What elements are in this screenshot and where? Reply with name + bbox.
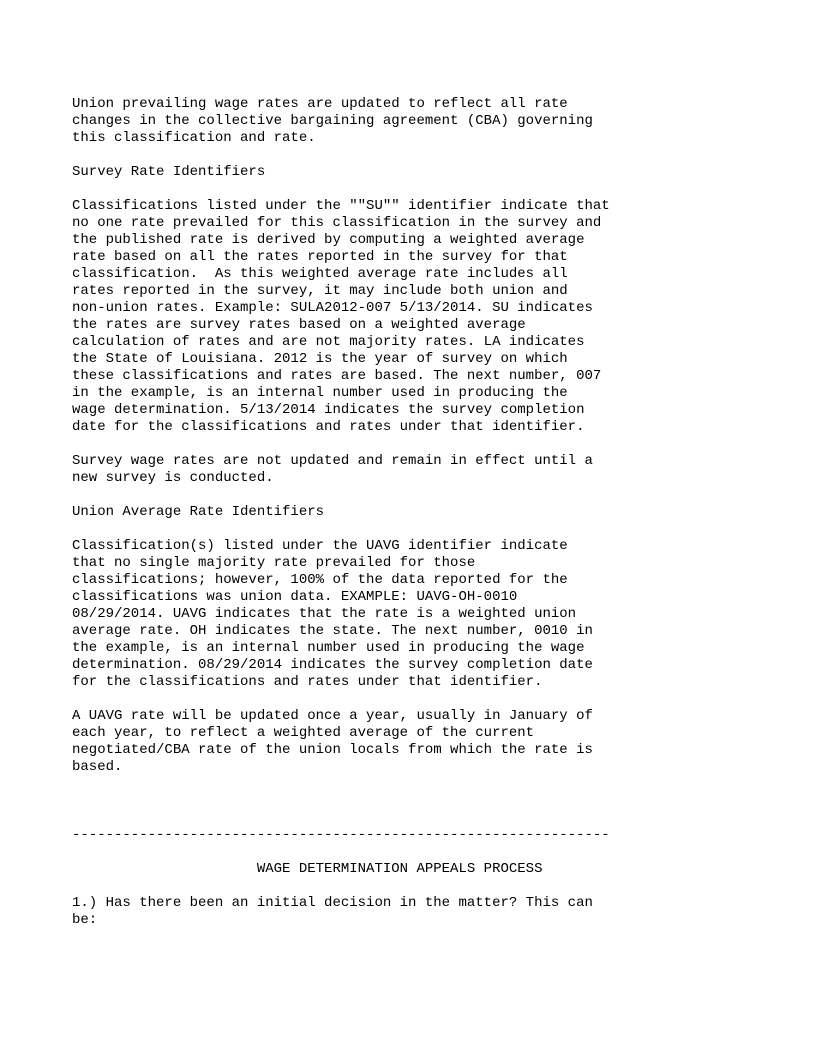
text-line: the rates are survey rates based on a weighted average — [72, 317, 526, 333]
text-line: negotiated/CBA rate of the union locals from which the rate is — [72, 742, 593, 758]
text-line: A UAVG rate will be updated once a year, usually in January of — [72, 708, 593, 724]
text-line: Survey wage rates are not updated and remain in effect until a — [72, 453, 593, 469]
text-line: classifications; however, 100% of the data reported for the — [72, 572, 568, 588]
blank-line — [72, 487, 792, 504]
text-line: average rate. OH indicates the state. The next number, 0010 in — [72, 623, 593, 639]
text-line: new survey is conducted. — [72, 470, 274, 486]
blank-line — [72, 793, 792, 810]
text-line: the example, is an internal number used in producing the wage — [72, 640, 585, 656]
blank-line — [72, 691, 792, 708]
divider-line: ---------------------------------------------------------------- — [72, 827, 610, 843]
text-line: rate based on all the rates reported in the survey for that — [72, 249, 568, 265]
text-line: these classifications and rates are based. The next number, 007 — [72, 368, 602, 384]
text-line: each year, to reflect a weighted average of the current — [72, 725, 535, 741]
text-line: date for the classifications and rates under that identifier. — [72, 419, 585, 435]
blank-line — [72, 436, 792, 453]
section-title: WAGE DETERMINATION APPEALS PROCESS — [72, 861, 543, 877]
text-line: no one rate prevailed for this classification in the survey and — [72, 215, 602, 231]
text-line: this classification and rate. — [72, 130, 316, 146]
blank-line — [72, 776, 792, 793]
section-heading: Survey Rate Identifiers — [72, 164, 266, 180]
text-line: wage determination. 5/13/2014 indicates the survey completion — [72, 402, 585, 418]
blank-line — [72, 181, 792, 198]
text-line: rates reported in the survey, it may include both union and — [72, 283, 568, 299]
text-line: be: — [72, 912, 98, 928]
text-line: classifications was union data. EXAMPLE: UAVG-OH-0010 — [72, 589, 518, 605]
text-line: 1.) Has there been an initial decision in the matter? This can — [72, 895, 593, 911]
text-line: in the example, is an internal number used in producing the — [72, 385, 568, 401]
text-line: the State of Louisiana. 2012 is the year of survey on which — [72, 351, 568, 367]
blank-line — [72, 810, 792, 827]
text-line: calculation of rates and are not majority rates. LA indicates — [72, 334, 585, 350]
text-line: based. — [72, 759, 123, 775]
blank-line — [72, 878, 792, 895]
text-line: 08/29/2014. UAVG indicates that the rate is a weighted union — [72, 606, 577, 622]
text-line: determination. 08/29/2014 indicates the survey completion date — [72, 657, 593, 673]
section-heading: Union Average Rate Identifiers — [72, 504, 325, 520]
text-line: the published rate is derived by computing a weighted average — [72, 232, 585, 248]
text-line: that no single majority rate prevailed for those — [72, 555, 476, 571]
text-line: non-union rates. Example: SULA2012-007 5/13/2014. SU indicates — [72, 300, 593, 316]
text-line: Union prevailing wage rates are updated to reflect all rate — [72, 96, 568, 112]
blank-line — [72, 521, 792, 538]
text-line: classification. As this weighted average rate includes all — [72, 266, 568, 282]
text-line: for the classifications and rates under that identifier. — [72, 674, 543, 690]
text-line: changes in the collective bargaining agreement (CBA) governing — [72, 113, 593, 129]
document-page — [72, 96, 792, 929]
blank-line — [72, 147, 792, 164]
blank-line — [72, 844, 792, 861]
text-line: Classification(s) listed under the UAVG identifier indicate — [72, 538, 568, 554]
text-line: Classifications listed under the ""SU"" identifier indicate that — [72, 198, 610, 214]
